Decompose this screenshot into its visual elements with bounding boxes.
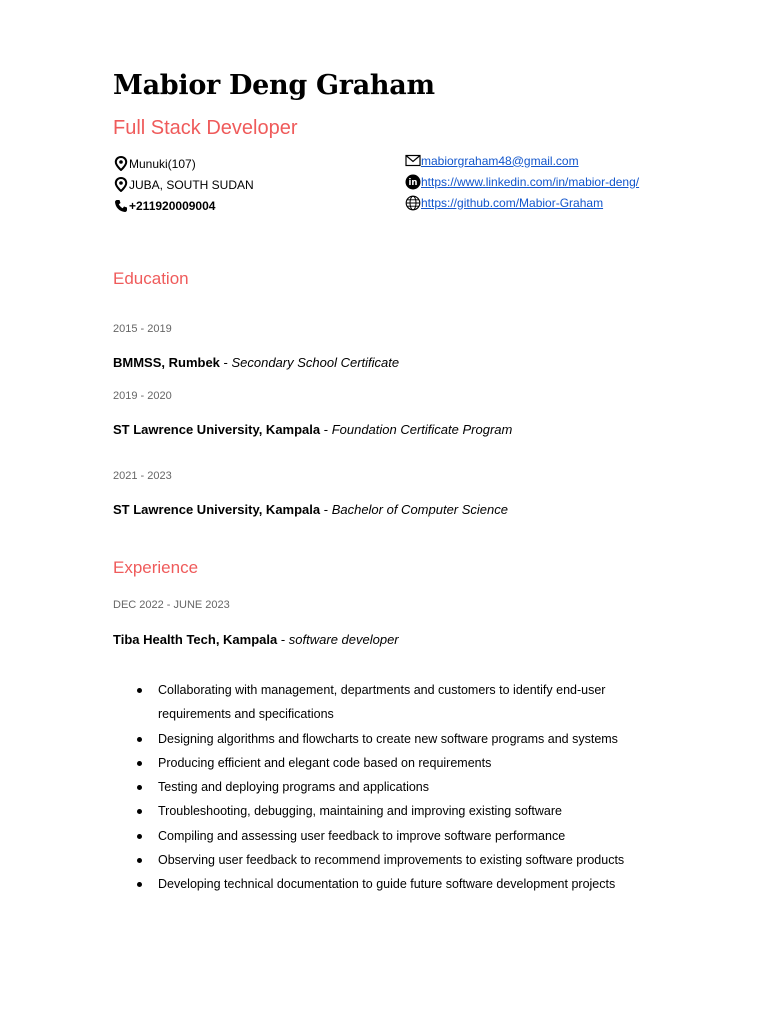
- education-1-degree: Secondary School Certificate: [231, 355, 400, 370]
- bullet-dot-icon: [137, 688, 142, 693]
- svg-text:in: in: [408, 177, 418, 188]
- responsibility-item: Testing and deploying programs and applications: [135, 775, 635, 799]
- location-city: JUBA, SOUTH SUDAN: [129, 177, 254, 192]
- education-heading: Education: [113, 269, 189, 288]
- experience-company: Tiba Health Tech, Kampala: [113, 632, 278, 647]
- responsibility-item: Producing efficient and elegant code based on requirements: [135, 751, 635, 775]
- linkedin-link[interactable]: https://www.linkedin.com/in/mabior-deng/: [421, 174, 640, 189]
- bullet-dot-icon: [137, 809, 142, 814]
- contact-linkedin-line: [405, 171, 639, 192]
- education-2-dates: 2019 - 2020: [113, 390, 172, 402]
- experience-separator: -: [277, 632, 289, 647]
- education-3-separator: -: [320, 502, 332, 517]
- education-1-school: BMMSS, Rumbek: [113, 355, 220, 370]
- linkedin-icon: [405, 174, 421, 190]
- bullet-dot-icon: [137, 882, 142, 887]
- responsibility-item: Developing technical documentation to guide future software development projects: [135, 872, 635, 896]
- job-title: Full Stack Developer: [113, 117, 298, 139]
- experience-responsibilities: [135, 678, 635, 897]
- github-link[interactable]: https://github.com/Mabior-Graham: [421, 195, 604, 210]
- bullet-dot-icon: [137, 737, 142, 742]
- candidate-name: Mabior Deng Graham: [113, 70, 435, 101]
- responsibility-item: Collaborating with management, departments and customers to identify end-user requirements and specifications: [135, 678, 635, 727]
- responsibility-item: Troubleshooting, debugging, maintaining and improving existing software: [135, 799, 635, 823]
- education-1-entry: [113, 355, 399, 370]
- education-1-separator: -: [219, 355, 232, 370]
- contact-location-line-1: [113, 153, 254, 174]
- phone-icon: [113, 198, 129, 214]
- email-link[interactable]: mabiorgraham48@gmail.com: [421, 153, 579, 168]
- bullet-dot-icon: [137, 761, 142, 766]
- envelope-icon: [405, 153, 421, 169]
- responsibility-item: Compiling and assessing user feedback to improve software performance: [135, 824, 635, 848]
- education-1-dates: 2015 - 2019: [113, 323, 172, 335]
- education-2-separator: -: [320, 422, 332, 437]
- contact-details-left: [113, 153, 254, 216]
- education-3-degree: Bachelor of Computer Science: [331, 502, 508, 517]
- bullet-dot-icon: [137, 834, 142, 839]
- education-2-degree: Foundation Certificate Program: [331, 422, 513, 437]
- bullet-dot-icon: [137, 785, 142, 790]
- contact-email-line: [405, 150, 639, 171]
- experience-position: software developer: [288, 632, 399, 647]
- responsibility-item: Designing algorithms and flowcharts to create new software programs and systems: [135, 727, 635, 751]
- contact-details-right: [405, 150, 639, 213]
- location-area: Munuki(107): [129, 156, 196, 171]
- education-3-dates: 2021 - 2023: [113, 470, 172, 482]
- map-pin-icon: [113, 156, 129, 172]
- education-2-entry: [113, 422, 512, 437]
- education-3-school: ST Lawrence University, Kampala: [113, 502, 321, 517]
- contact-location-line-2: [113, 174, 254, 195]
- experience-dates: DEC 2022 - JUNE 2023: [113, 599, 230, 611]
- contact-phone-line: [113, 195, 254, 216]
- globe-icon: [405, 195, 421, 211]
- contact-github-line: [405, 192, 639, 213]
- phone-number[interactable]: +211920009004: [129, 198, 216, 213]
- experience-heading: Experience: [113, 558, 199, 577]
- education-2-school: ST Lawrence University, Kampala: [113, 422, 321, 437]
- responsibility-item: Observing user feedback to recommend improvements to existing software products: [135, 848, 635, 872]
- bullet-dot-icon: [137, 858, 142, 863]
- education-3-entry: [113, 502, 508, 517]
- map-pin-icon: [113, 177, 129, 193]
- experience-entry: [113, 632, 399, 647]
